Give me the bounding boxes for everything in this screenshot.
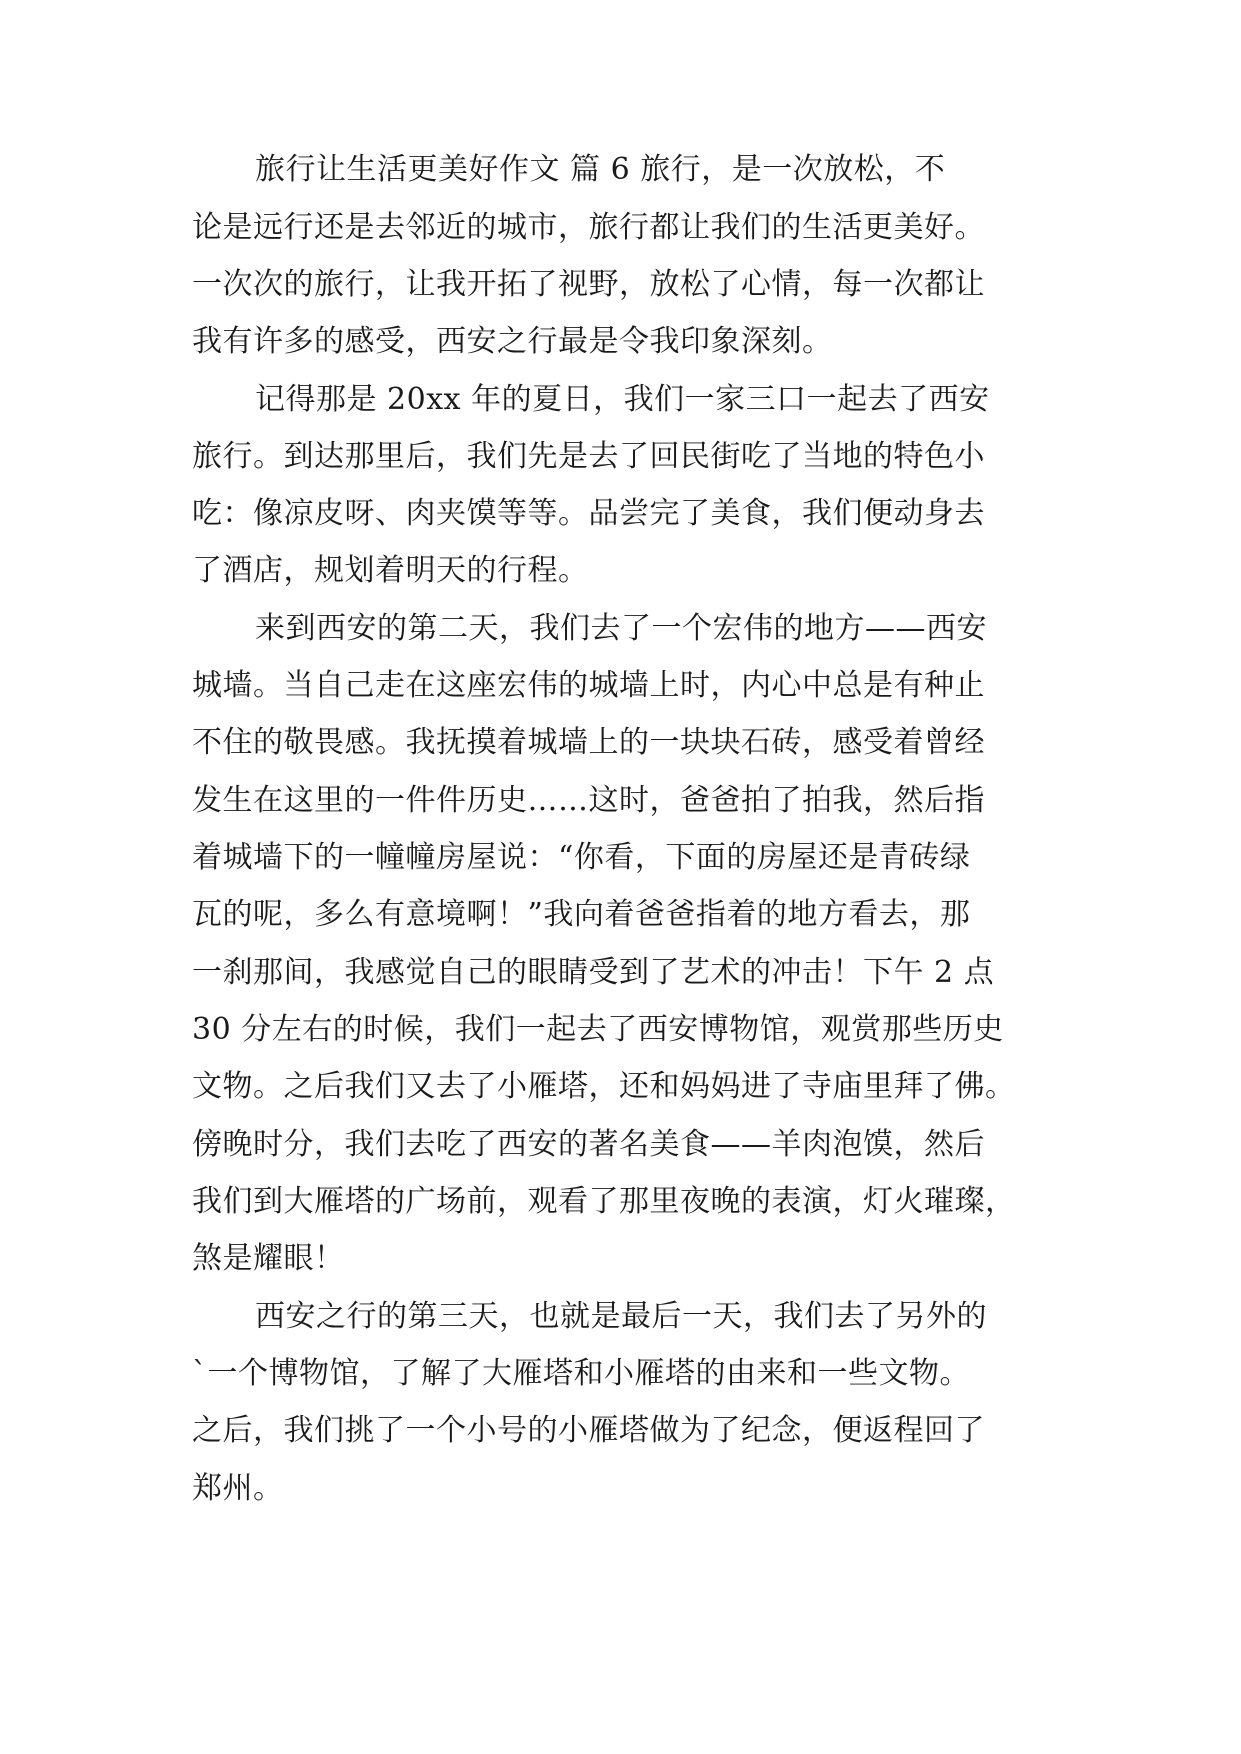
text-line-2: 论是远行还是去邻近的城市，旅行都让我们的生活更美好。	[192, 210, 985, 245]
text-line-9: 来到西安的第二天，我们去了一个宏伟的地方——西安	[255, 611, 987, 646]
text-line-10: 城墙。当自己走在这座宏伟的城墙上时，内心中总是有种止	[192, 668, 985, 703]
text-line-7: 吃：像凉皮呀、肉夹馍等等。品尝完了美食，我们便动身去	[192, 496, 985, 531]
text-line-23: 之后，我们挑了一个小号的小雁塔做为了纪念，便返程回了	[192, 1413, 985, 1448]
text-line-19: 我们到大雁塔的广场前，观看了那里夜晚的表演，灯火璀璨，	[192, 1184, 1016, 1219]
text-line-14: 瓦的呢，多么有意境啊！”我向着爸爸指着的地方看去，那	[192, 897, 971, 932]
text-line-3: 一次次的旅行，让我开拓了视野，放松了心情，每一次都让	[192, 267, 985, 302]
text-line-6: 旅行。到达那里后，我们先是去了回民街吃了当地的特色小	[192, 439, 985, 474]
text-line-22: `一个博物馆，了解了大雁塔和小雁塔的由来和一些文物。	[192, 1356, 970, 1391]
text-line-17: 文物。之后我们又去了小雁塔，还和妈妈进了寺庙里拜了佛。	[192, 1069, 1016, 1104]
text-line-24: 郑州。	[192, 1471, 284, 1506]
text-line-21: 西安之行的第三天，也就是最后一天，我们去了另外的	[255, 1299, 987, 1334]
text-line-1: 旅行让生活更美好作文 篇 6 旅行，是一次放松，不	[255, 152, 946, 187]
text-line-20: 煞是耀眼！	[192, 1241, 345, 1276]
text-line-11: 不住的敬畏感。我抚摸着城墙上的一块块石砖，感受着曾经	[192, 725, 985, 760]
text-line-18: 傍晚时分，我们去吃了西安的著名美食——羊肉泡馍，然后	[192, 1127, 985, 1162]
text-line-5: 记得那是 20xx 年的夏日，我们一家三口一起去了西安	[255, 382, 990, 417]
text-line-13: 着城墙下的一幢幢房屋说：“你看，下面的房屋还是青砖绿	[192, 840, 971, 875]
text-line-12: 发生在这里的一件件历史……这时，爸爸拍了拍我，然后指	[192, 783, 985, 818]
text-line-15: 一刹那间，我感觉自己的眼睛受到了艺术的冲击！下午 2 点	[192, 955, 995, 990]
text-line-8: 了酒店，规划着明天的行程。	[192, 553, 589, 588]
text-line-4: 我有许多的感受，西安之行最是令我印象深刻。	[192, 324, 833, 359]
text-line-16: 30 分左右的时候，我们一起去了西安博物馆，观赏那些历史	[192, 1012, 1004, 1047]
